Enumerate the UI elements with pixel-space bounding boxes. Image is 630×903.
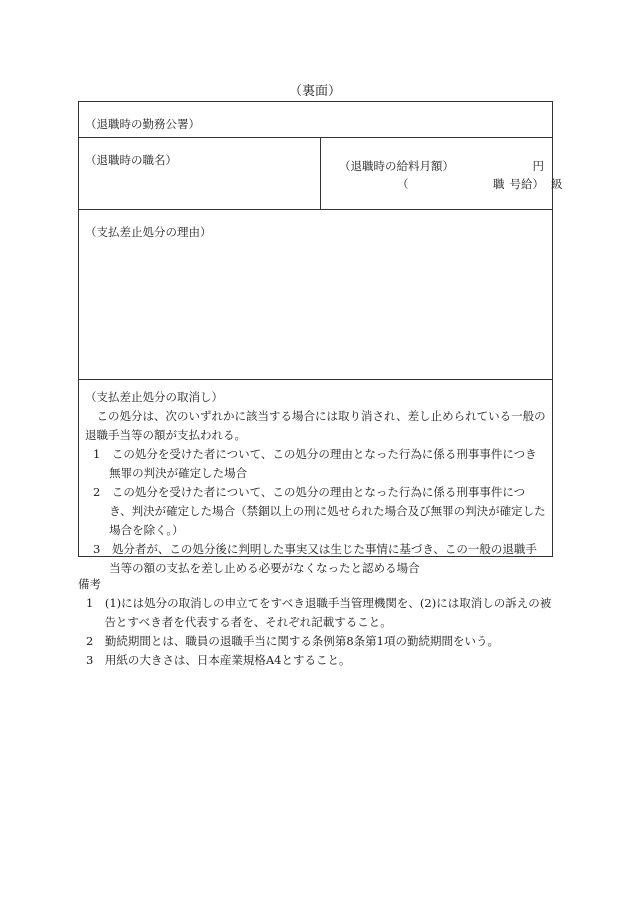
- cancel-intro: この処分は、次のいずれかに該当する場合には取り消され、差し止められている一般の退職手当等の額が支払われる。: [85, 409, 546, 442]
- grade-kyu: 級: [551, 177, 563, 191]
- note-item: 2 勤続期間とは、職員の退職手当に関する条例第8条第1項の勤続期間をいう。: [86, 634, 499, 648]
- reason-row: [79, 210, 552, 380]
- grade-open: （: [397, 177, 409, 191]
- cancel-section: [79, 380, 552, 578]
- cancel-label: （支払差止処分の取消し）: [85, 390, 223, 404]
- grade-gokyu: 号給）: [509, 177, 544, 191]
- page-title: （裏面）: [288, 84, 341, 99]
- reason-label: （支払差止処分の理由）: [85, 225, 212, 239]
- grade-shoku: 職: [493, 177, 505, 191]
- position-cell: [79, 138, 321, 209]
- salary-label: （退職時の給料月額）: [339, 159, 454, 173]
- salary-cell: [321, 138, 563, 209]
- cancel-row: [79, 380, 552, 575]
- cancel-item: 1 この処分を受けた者について、この処分の理由となった行為に係る刑事事件につき無罪の判決が確定した場合: [93, 447, 537, 480]
- office-row: [79, 102, 552, 138]
- office-label: （退職時の勤務公署）: [85, 117, 200, 131]
- position-label: （退職時の職名）: [85, 153, 177, 167]
- notes-section: [78, 575, 558, 670]
- cancel-item: 3 処分者が、この処分後に判明した事実又は生じた事情に基づき、この一般の退職手当等の額の支払を差し止める必要がなくなったと認める場合: [93, 542, 537, 575]
- notes-title: 備考: [78, 577, 101, 591]
- note-item: 1 (1)には処分の取消しの申立てをすべき退職手当管理機関を、(2)には取消しの訴えの被告とすべき者を代表する者を、それぞれ記載すること。: [86, 596, 552, 629]
- salary-unit: 円: [532, 159, 544, 173]
- position-salary-row: [79, 138, 563, 210]
- cancel-item: 2 この処分を受けた者について、この処分の理由となった行為に係る刑事事件につき、判決が確定した場合（禁錮以上の刑に処せられた場合及び無罪の判決が確定した場合を除く。）: [93, 485, 546, 537]
- disposition-form: [78, 101, 563, 575]
- note-item: 3 用紙の大きさは、日本産業規格A4とすること。: [86, 653, 351, 667]
